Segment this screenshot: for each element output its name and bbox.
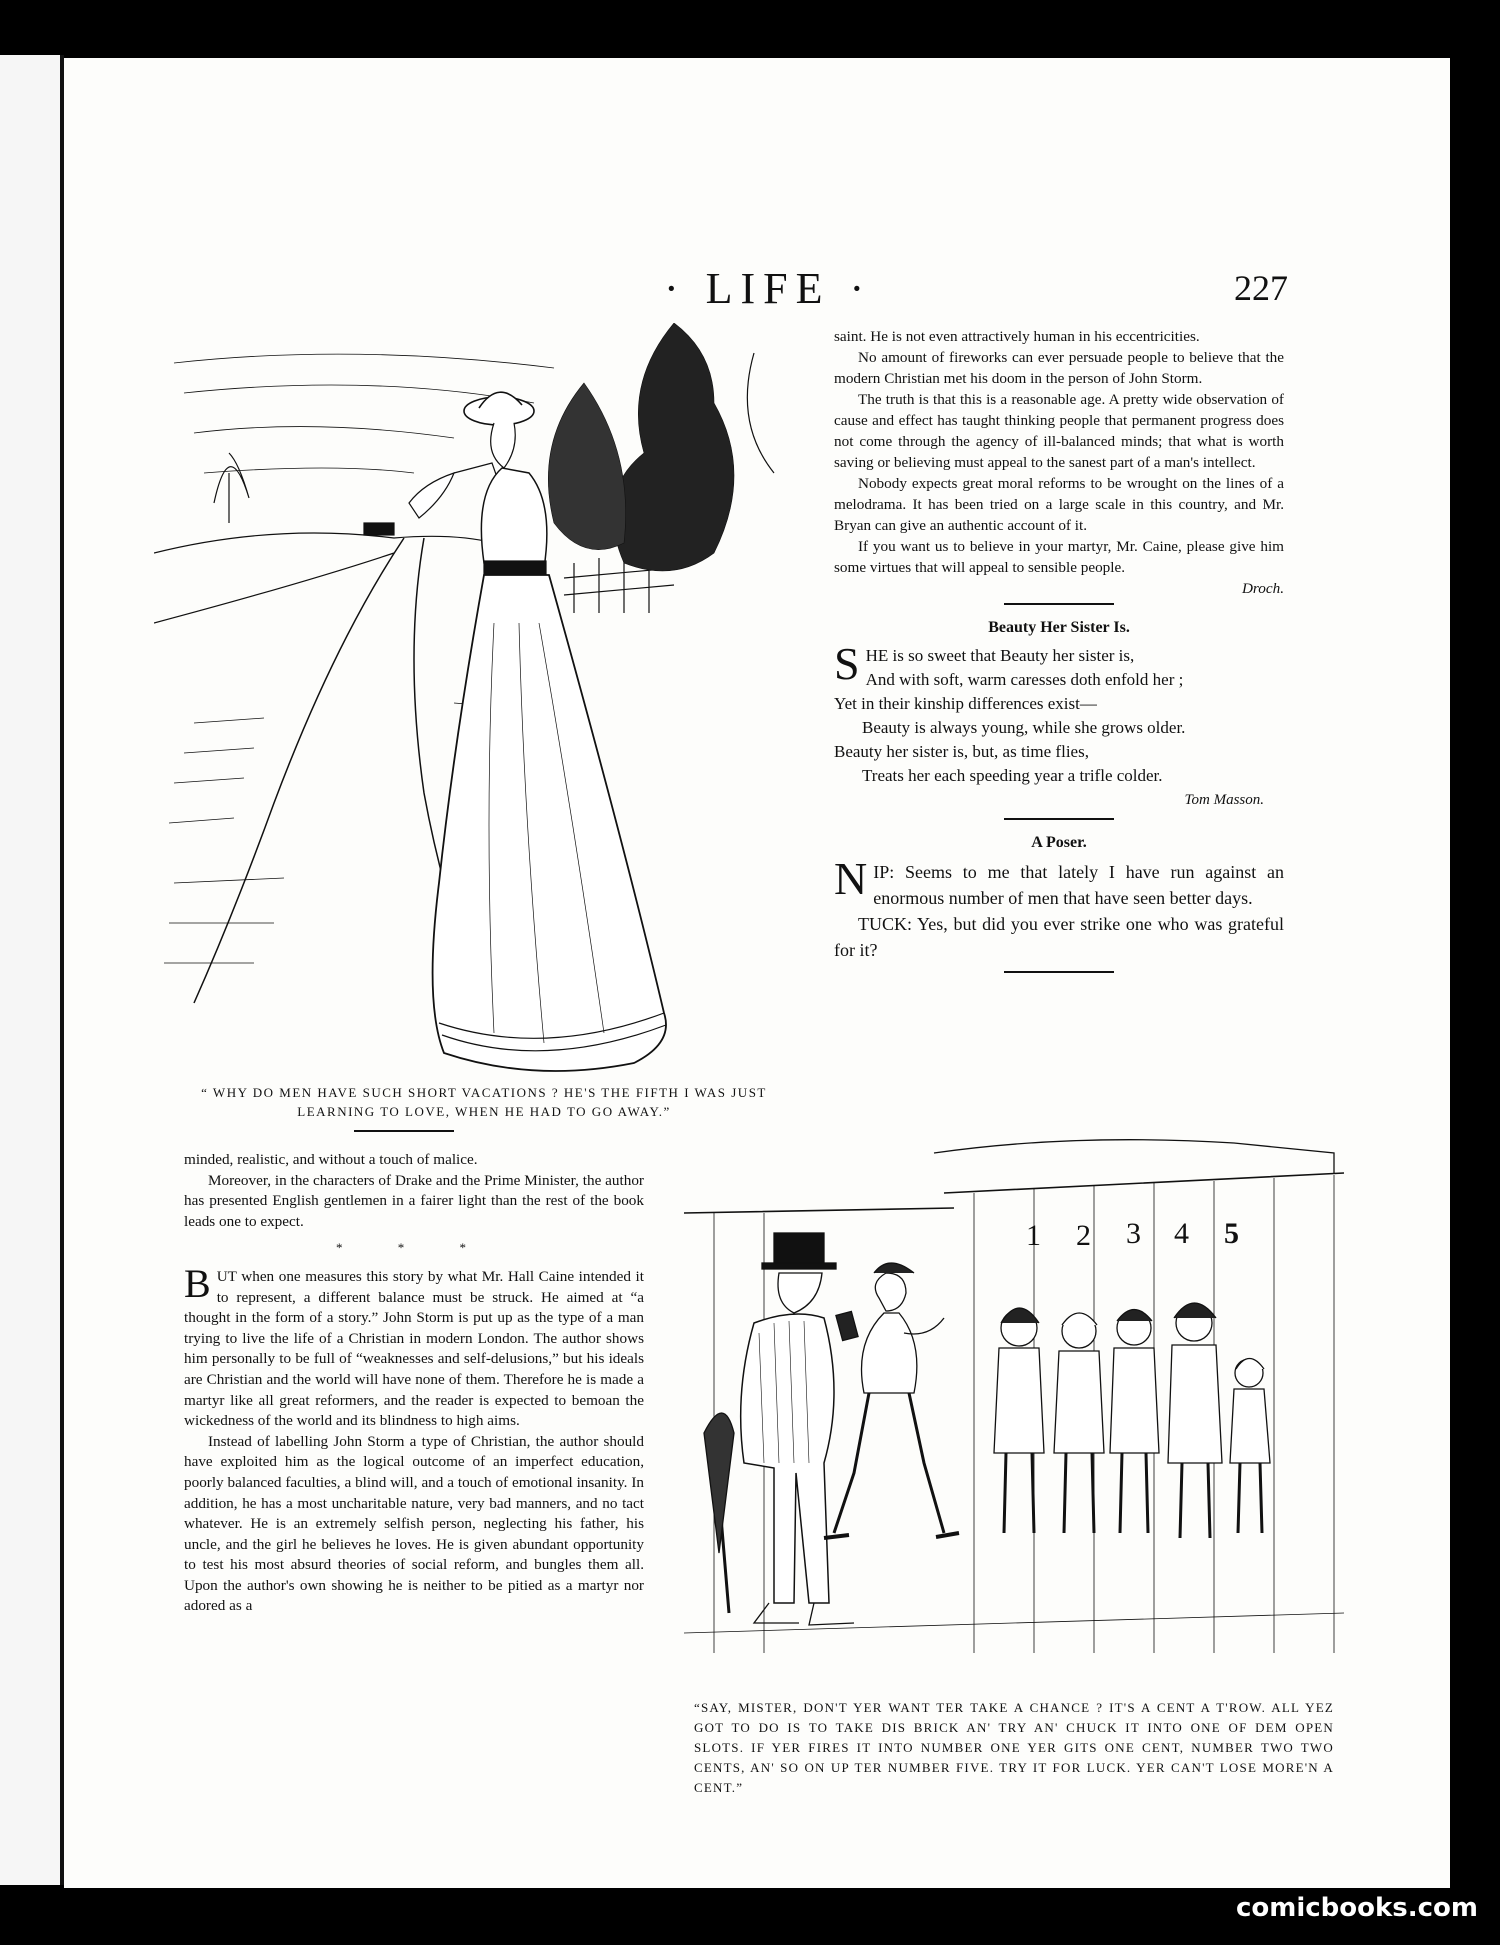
review-paragraph: Nobody expects great moral reforms to be wrought on the lines of a melodrama. It has been tried on a large scale in this country, and Mr. Bryan can give an authentic account of it.	[834, 475, 1284, 534]
review-paragraph: saint. He is not even attractively human in his eccentricities.	[834, 328, 1200, 345]
masthead	[64, 263, 1450, 323]
review-dropcap: B	[184, 1260, 211, 1306]
poem-dropcap: S	[834, 638, 860, 689]
left-column	[184, 1150, 644, 1617]
slot-number: 1	[1026, 1219, 1041, 1252]
watermark: comicbooks.com	[1235, 1893, 1478, 1923]
review-paragraph: No amount of fireworks can ever persuade people to believe that the modern Christian met his doom in the person of John Storm.	[834, 349, 1284, 387]
poem-line: Beauty is always young, while she grows older.	[862, 718, 1186, 737]
poser-dropcap: N	[834, 853, 868, 904]
slot-number: 5	[1224, 1217, 1239, 1250]
slot-number: 3	[1126, 1217, 1141, 1250]
review-paragraph: minded, realistic, and without a touch of malice.	[184, 1151, 478, 1168]
illustration-1-caption: “ WHY DO MEN HAVE SUCH SHORT VACATIONS ? HE'S THE FIFTH I WAS JUST LEARNING TO LOVE, WHEN HE HAD TO GO AWAY.”	[201, 1085, 767, 1119]
slot-number: 4	[1174, 1217, 1189, 1250]
review-paragraph: Moreover, in the characters of Drake and the Prime Minister, the author has presented English gentlemen in a fairer light than the rest of the book leads one to expect.	[184, 1171, 644, 1230]
right-column	[834, 326, 1284, 973]
poem-line: Yet in their kinship differences exist—	[834, 694, 1097, 713]
poser-nip: IP: Seems to me that lately I have run against an enormous number of men that have seen better days.	[873, 862, 1284, 908]
poem-author: Tom Masson.	[1184, 792, 1264, 808]
magazine-title: · LIFE ·	[664, 264, 873, 313]
poem	[834, 638, 1284, 812]
poem-line: HE is so sweet that Beauty her sister is,	[865, 646, 1135, 665]
poem-line: Beauty her sister is, but, as time flies,	[834, 742, 1089, 761]
page-number: 227	[1234, 268, 1288, 308]
poem-line: Treats her each speeding year a trifle colder.	[862, 766, 1163, 785]
poser-tuck: Yes, but did you ever strike one who was grateful for it?	[834, 914, 1284, 960]
adjacent-page-edge	[0, 55, 64, 1885]
slot-number: 2	[1076, 1219, 1091, 1252]
illustration-boys-brick-game	[674, 1133, 1354, 1693]
poser-text	[834, 853, 1284, 963]
section-break-stars: * * *	[336, 1240, 492, 1256]
illustration-woman-waving	[154, 323, 814, 1088]
review-paragraph	[184, 1260, 644, 1432]
poem-title: Beauty Her Sister Is.	[988, 619, 1130, 636]
poser-title: A Poser.	[1031, 834, 1087, 851]
divider	[354, 1130, 454, 1132]
review-signature: Droch.	[1241, 580, 1284, 597]
review-paragraph: If you want us to believe in your martyr, Mr. Caine, please give him some virtues that will appeal to sensible people.	[834, 538, 1284, 576]
review-paragraph: The truth is that this is a reasonable age. A pretty wide observation of cause and effect has taught thinking people that permanent progress does not come through the agency of ill-balanced minds; that what is worth saving or believing must appeal to the sanest part of a man's intellect.	[834, 391, 1284, 471]
review-paragraph-text: UT when one measures this story by what Mr. Hall Caine intended it to represent, a different balance must be struck. He aimed at “a thought in the form of a story.” John Storm is put up as the type of a man trying to live the life of a Christian in modern London. The author shows him personally to be full of “weaknesses and self-delusions,” but his ideals are Christian and the world will have none of them. Therefore he is made a martyr like all great reformers, and the reader is expected to bemoan the wickedness of the world and its blindness to high aims.	[184, 1267, 644, 1430]
poser-tuck-label: TUCK:	[858, 914, 912, 934]
divider	[1004, 603, 1114, 605]
divider	[1004, 818, 1114, 820]
divider	[1004, 971, 1114, 973]
magazine-page	[64, 58, 1450, 1888]
poem-line: And with soft, warm caresses doth enfold her ;	[865, 670, 1184, 689]
review-paragraph: Instead of labelling John Storm a type of Christian, the author should have exploited him as the logical outcome of an imperfect education, poorly balanced faculties, a blind will, and a touch of emotional insanity. In addition, he has a most uncharitable nature, very bad manners, and no tact whatever. He is an extremely selfish person, neglecting his father, his uncle, and the girl he believes he loves. He is given abundant opportunity to test his most absurd theories of social reform, and bungles them all. Upon the author's own showing he is neither to be pitied as a martyr nor adored as a	[184, 1432, 644, 1615]
illustration-2-caption: “SAY, MISTER, DON'T YER WANT TER TAKE A CHANCE ? IT'S A CENT A T'ROW. ALL YEZ GOT TO DO IS TO TAKE DIS BRICK AN' TRY AN' CHUCK IT INTO ONE OF DEM OPEN SLOTS. IF YER FIRES IT INTO NUMBER ONE YER GITS ONE CENT, NUMBER TWO TWO CENTS, AN' SO ON UP TER NUMBER FIVE. TRY IT FOR LUCK. YER CAN'T LOSE MORE'N A CENT.”	[694, 1700, 1334, 1795]
